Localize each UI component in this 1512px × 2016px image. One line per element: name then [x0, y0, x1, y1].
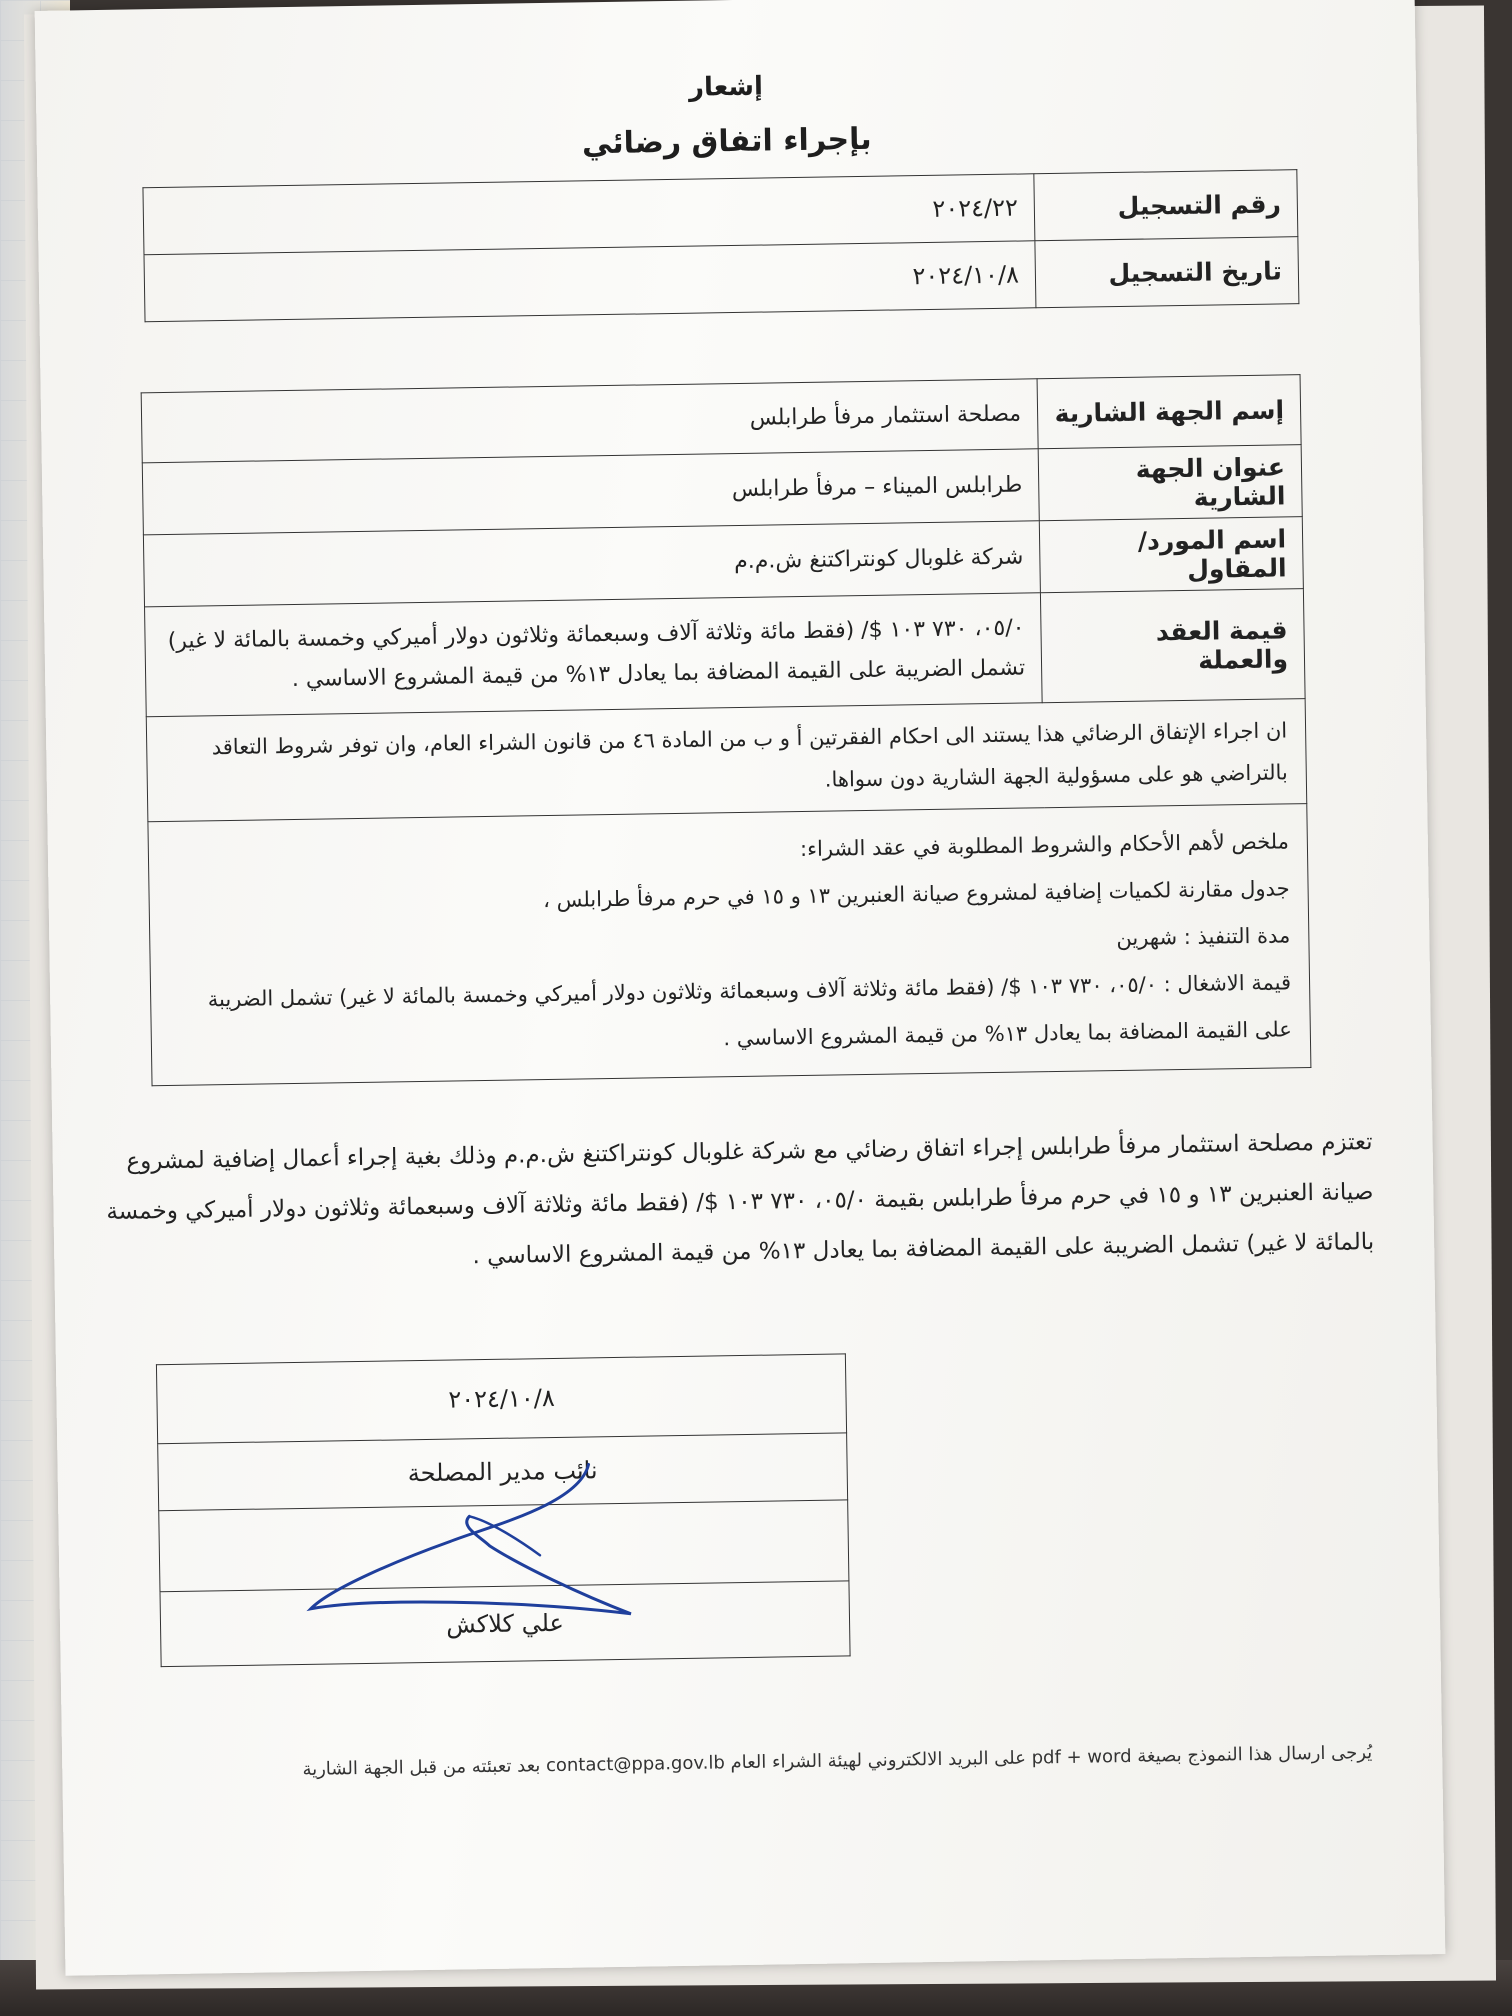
contract-value-cell	[145, 593, 1043, 717]
buyer-address-label: عنوان الجهة الشارية	[1038, 445, 1302, 521]
summary-item-duration: مدة التنفيذ : شهرين	[1116, 923, 1291, 951]
contract-value-line2: تشمل الضريبة على القيمة المضافة بما يعادل ١٣% من قيمة المشروع الاساسي .	[291, 654, 1026, 692]
contract-value-line1: ٠٥/٠، ٧٣٠ ١٠٣ $/ (فقط مائة وثلاثة آلاف وسبعمائة وثلاثون دولار أميركي وخمسة بالمائة لا غير)	[167, 614, 1025, 654]
registration-number-label: رقم التسجيل	[1034, 170, 1298, 241]
registration-number-value: ٢٠٢٤/٢٢	[143, 174, 1035, 255]
signature-date: ٢٠٢٤/١٠/٨	[156, 1354, 846, 1444]
signatory-title: نائب مدير المصلحة	[158, 1433, 848, 1511]
buyer-name-value: مصلحة استثمار مرفأ طرابلس	[141, 379, 1038, 463]
registration-table	[142, 169, 1299, 322]
signatory-name: علي كلاكش	[160, 1581, 850, 1667]
intent-line3: بالمائة لا غير) تشمل الضريبة على القيمة المضافة بما يعادل ١٣% من قيمة المشروع الاساسي .	[472, 1229, 1375, 1270]
buyer-address-value: طرابلس الميناء – مرفأ طرابلس	[142, 449, 1039, 535]
intent-line1: تعتزم مصلحة استثمار مرفأ طرابلس إجراء اتفاق رضائي مع شركة غلوبال كونتراكتنغ ش.م.م وذلك بغية إجراء أعمال إضافية لمشروع	[126, 1129, 1373, 1175]
handwritten-signature	[159, 1500, 849, 1592]
supplier-label: اسم المورد/المقاول	[1039, 517, 1303, 593]
summary-item-value: قيمة الاشغال : ٠٥/٠، ٧٣٠ ١٠٣ $/ (فقط مائة وثلاثة آلاف وسبعمائة وثلاثون دولار أميركي وخمسة بالمائة لا غير) تشمل الضريبة	[207, 970, 1292, 1012]
registration-date-label: تاريخ التسجيل	[1035, 237, 1299, 308]
document-title: إشعار	[688, 71, 764, 103]
summary-item-scope: جدول مقارنة لكميات إضافية لمشروع صيانة العنبرين ١٣ و ١٥ في حرم مرفأ طرابلس ،	[542, 876, 1290, 913]
intent-line2: صيانة العنبرين ١٣ و ١٥ في حرم مرفأ طرابلس بقيمة ٠٥/٠، ٧٣٠ ١٠٣ $/ (فقط مائة وثلاثة آلاف وسبعمائة وثلاثون دولار أميركي وخمسة	[106, 1179, 1374, 1225]
registration-date-value: ٢٠٢٤/١٠/٨	[144, 241, 1036, 322]
intent-paragraph	[72, 1117, 1374, 1287]
legal-basis-line2: بالتراضي هو على مسؤولية الجهة الشارية دون سواها.	[824, 760, 1288, 792]
legal-basis-cell	[146, 699, 1307, 822]
signature-table	[156, 1353, 851, 1667]
legal-basis-line1: ان اجراء الإتفاق الرضائي هذا يستند الى احكام الفقرتين أ و ب من المادة ٤٦ من قانون الشراء العام، وان توفر شروط التعاقد	[211, 718, 1288, 760]
buyer-name-label: إسم الجهة الشارية	[1037, 375, 1301, 449]
supplier-value: شركة غلوبال كونتراكتنغ ش.م.م	[143, 521, 1040, 607]
details-table	[141, 374, 1312, 1086]
document-subtitle: بإجراء اتفاق رضائي	[581, 121, 872, 162]
summary-heading: ملخص لأهم الأحكام والشروط المطلوبة في عقد الشراء:	[799, 829, 1290, 862]
contract-value-label: قيمة العقد والعملة	[1040, 589, 1305, 703]
footer-instruction: يُرجى ارسال هذا النموذج بصيغة pdf + word على البريد الالكتروني لهيئة الشراء العام contact@ppa.gov.lb بعد تعبئته من قبل الجهة الشارية	[302, 1742, 1373, 1780]
summary-item-value-cont: على القيمة المضافة بما يعادل ١٣% من قيمة المشروع الاساسي .	[723, 1017, 1292, 1051]
summary-cell	[148, 804, 1311, 1086]
document-page	[35, 0, 1446, 1976]
